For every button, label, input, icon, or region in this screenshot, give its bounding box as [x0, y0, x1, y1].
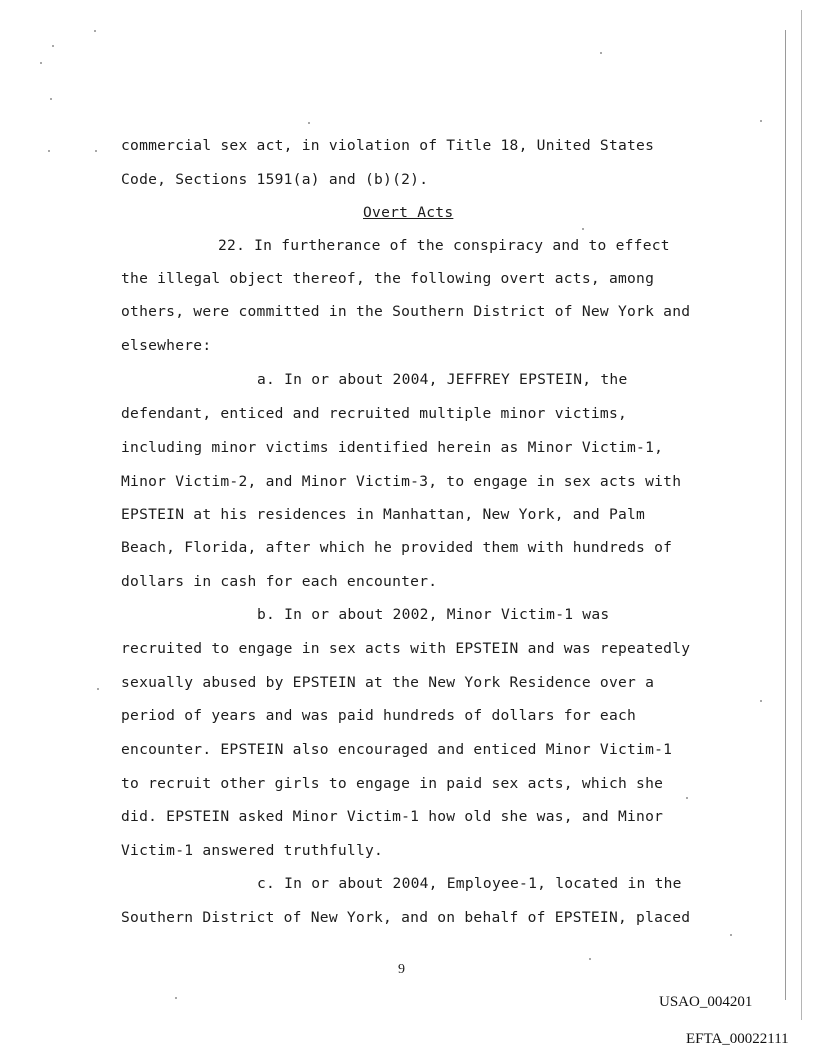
scan-edge-line-outer — [801, 10, 802, 1020]
item-a-line-6: Beach, Florida, after which he provided them with hundreds of — [121, 539, 673, 556]
item-b-line-8: Victim-1 answered truthfully. — [121, 842, 384, 859]
item-c-line-1: c. In or about 2004, Employee-1, located in the — [257, 875, 682, 892]
paragraph-22-line-3: others, were committed in the Southern District of New York and — [121, 303, 691, 320]
scan-speck — [52, 45, 54, 47]
item-a-line-5: EPSTEIN at his residences in Manhattan, New York, and Palm — [121, 506, 646, 523]
item-a-line-3: including minor victims identified herein as Minor Victim-1, — [121, 439, 664, 456]
text-line-1: commercial sex act, in violation of Title 18, United States — [121, 137, 655, 154]
item-b-line-6: to recruit other girls to engage in paid sex acts, which she — [121, 775, 664, 792]
scan-speck — [175, 997, 177, 999]
scan-edge-line — [785, 30, 786, 1000]
paragraph-22-line-4: elsewhere: — [121, 337, 212, 354]
item-b-line-5: encounter. EPSTEIN also encouraged and enticed Minor Victim-1 — [121, 741, 673, 758]
item-b-line-1: b. In or about 2002, Minor Victim-1 was — [257, 606, 610, 623]
scan-speck — [730, 934, 732, 936]
section-heading-overt-acts: Overt Acts — [363, 204, 454, 221]
item-b-line-2: recruited to engage in sex acts with EPSTEIN and was repeatedly — [121, 640, 691, 657]
scan-speck — [40, 62, 42, 64]
scan-speck — [48, 150, 50, 152]
item-b-line-7: did. EPSTEIN asked Minor Victim-1 how old she was, and Minor — [121, 808, 664, 825]
scan-speck — [686, 797, 688, 799]
scan-speck — [97, 688, 99, 690]
scan-speck — [50, 98, 52, 100]
bates-stamp-usao: USAO_004201 — [659, 994, 753, 1010]
scan-speck — [600, 52, 602, 54]
paragraph-22-line-1: 22. In furtherance of the conspiracy and to effect — [218, 237, 670, 254]
scan-speck — [760, 700, 762, 702]
paragraph-22-line-2: the illegal object thereof, the following overt acts, among — [121, 270, 655, 287]
item-b-line-3: sexually abused by EPSTEIN at the New York Residence over a — [121, 674, 655, 691]
item-a-line-4: Minor Victim-2, and Minor Victim-3, to engage in sex acts with — [121, 473, 682, 490]
scan-speck — [94, 30, 96, 32]
bates-stamp-efta: EFTA_00022111 — [686, 1031, 789, 1047]
text-line-2: Code, Sections 1591(a) and (b)(2). — [121, 171, 429, 188]
item-a-line-1: a. In or about 2004, JEFFREY EPSTEIN, the — [257, 371, 628, 388]
scan-speck — [760, 120, 762, 122]
item-a-line-7: dollars in cash for each encounter. — [121, 573, 438, 590]
scan-speck — [589, 958, 591, 960]
item-a-line-2: defendant, enticed and recruited multiple minor victims, — [121, 405, 628, 422]
item-c-line-2: Southern District of New York, and on behalf of EPSTEIN, placed — [121, 909, 691, 926]
scan-speck — [308, 122, 310, 124]
item-b-line-4: period of years and was paid hundreds of dollars for each — [121, 707, 637, 724]
scan-speck — [95, 150, 97, 152]
scan-speck — [582, 228, 584, 230]
page-number: 9 — [398, 962, 405, 977]
